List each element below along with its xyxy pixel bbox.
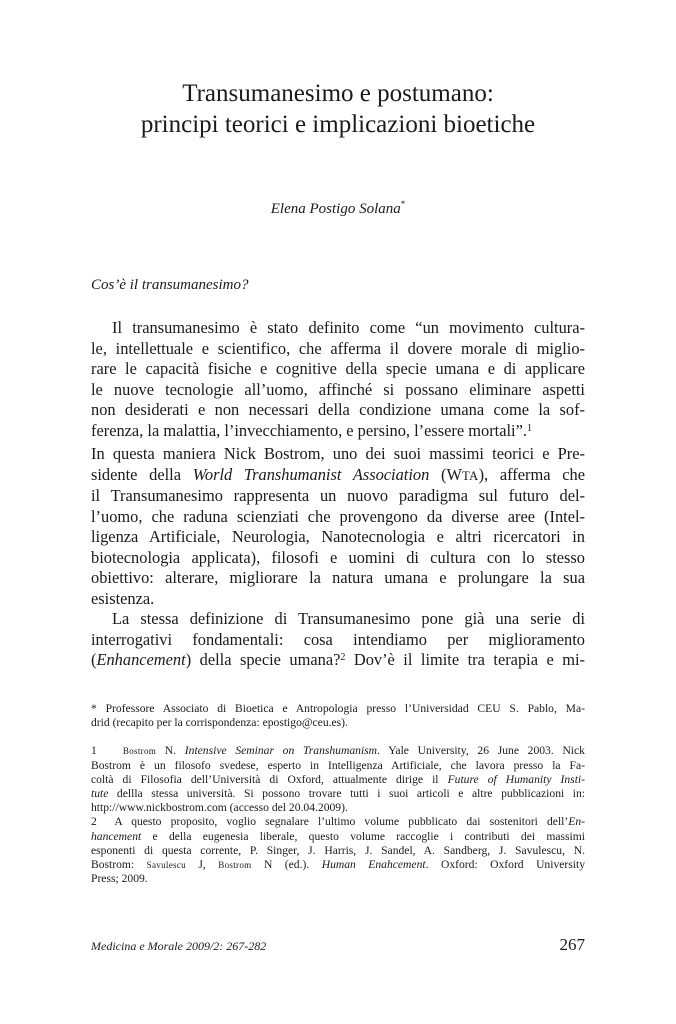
footnote-ref-1: 1	[526, 422, 532, 434]
section-heading: Cos’è il transumanesimo?	[91, 277, 249, 293]
footnote-line: Bostrom è un filosofo svedese, esperto in Intelligenza Artificiale, che lavora presso la Fa-	[91, 758, 585, 772]
footnote-line: * Professore Associato di Bioetica e Antropologia presso l’Universidad CEU S. Pablo, Ma-	[91, 702, 585, 715]
author-small-caps: Bostrom	[122, 746, 157, 757]
body-line: esistenza.	[91, 588, 155, 608]
journal-citation: Medicina e Morale 2009/2: 267-282	[91, 939, 267, 953]
body-text-run: sidente della	[91, 464, 193, 484]
author-affiliation-note	[91, 702, 585, 730]
body-line: le nuove tecnologie all’uomo, affinché si possano eliminare aspetti	[91, 379, 585, 399]
footnote-run: N (ed.).	[251, 858, 322, 872]
main-text	[91, 318, 585, 674]
acronym-small-caps: TA	[461, 468, 479, 483]
footnote-run: N.	[156, 744, 185, 758]
footnote-line	[91, 773, 585, 787]
book-title: Human Enahcement	[321, 858, 426, 872]
body-line: rare le capacità fisiche e cognitive della specie umana e di applicare	[91, 359, 585, 378]
body-line: In questa maniera Nick Bostrom, uno dei suoi massimi teorici e Pre-	[91, 444, 585, 463]
footnote-1	[91, 744, 585, 815]
title-line-2: principi teorici e implicazioni bioetiche	[140, 111, 536, 138]
body-line: obiettivo: alterare, migliorare la natura umana e prolungare la sua	[91, 568, 585, 587]
italic-term: Enhancement	[96, 650, 186, 669]
footnote-run: Bostrom:	[91, 858, 147, 872]
institute-name: Future of Humanity Insti-	[447, 772, 585, 786]
page-number: 267	[559, 935, 585, 954]
article-title	[0, 78, 676, 140]
body-line	[91, 465, 585, 487]
body-line: le, intellettuale e scientifico, che afferma il dovere morale di miglio-	[91, 338, 585, 358]
page-footer	[91, 935, 585, 955]
footnote-line: Press; 2009.	[91, 872, 148, 886]
body-line: biotecnologia applicata), filosofi e uomini di cultura con lo stesso	[91, 547, 585, 567]
footnote-run: A questo proposito, voglio segnalare l’ultimo volume pubblicato dai sostenitori dell’	[105, 815, 569, 829]
author-name: Elena Postigo Solana	[270, 201, 401, 217]
footnote-run: coltà di Filosofia dell’Università di Oxford, attualmente dirige il	[91, 772, 448, 786]
body-line	[91, 421, 585, 445]
author-small-caps: Savulescu	[146, 860, 186, 871]
body-text-run: Dov’è il limite tra terapia e mi-	[345, 650, 585, 669]
body-text-run: (	[91, 650, 97, 669]
author-footnote-mark: *	[400, 199, 406, 209]
footnote-run: J,	[185, 858, 219, 872]
footnote-line	[91, 858, 585, 872]
body-text-run: (W	[429, 464, 462, 484]
body-line: Il transumanesimo è stato definito come “un movimento cultura-	[112, 318, 585, 337]
body-text-run: ) della specie umana?	[185, 650, 341, 669]
author-line	[0, 199, 676, 218]
organization-name: World Transhumanist Association	[192, 464, 430, 484]
footnote-2	[91, 815, 585, 886]
footnote-line: http://www.nickbostrom.com (accesso del 20.04.2009).	[91, 801, 348, 815]
footnote-run: dellla stessa università. Si possono trovare tutti i suoi articoli e altre pubblicazioni in:	[108, 787, 585, 801]
footnote-ref-2: 2	[340, 652, 346, 663]
author-small-caps: Bostrom	[218, 860, 252, 871]
footnote-run: . Yale University, 26 June 2003. Nick	[377, 744, 585, 758]
body-line: ligenza Artificiale, Neurologia, Nanotecnologia e altri ricercatori in	[91, 527, 585, 546]
footnote-line	[91, 815, 585, 829]
footnote-run: . Oxford: Oxford University	[425, 858, 586, 872]
body-text-run: ), afferma che	[478, 464, 585, 484]
body-line: La stessa definizione di Transumanesimo pone già una serie di	[112, 609, 585, 628]
body-line: l’uomo, che raduna scienziati che provengono da diverse aree (Intel-	[91, 506, 585, 526]
footnote-number: 2	[91, 815, 97, 829]
institute-name: tute	[91, 787, 109, 801]
footnote-run: e della eugenesia liberale, questo volume raccoglie i contributi dei massimi	[141, 829, 585, 843]
title-line-1: Transumanesimo e postumano:	[182, 80, 494, 107]
book-title: Intensive Seminar on Transhumanism	[184, 744, 378, 758]
footnote-line	[91, 830, 585, 844]
footnotes	[91, 702, 585, 886]
footnote-line	[91, 787, 585, 801]
body-line: interrogativi fondamentali: cosa intendiamo per miglioramento	[91, 629, 585, 649]
body-line	[91, 650, 585, 674]
body-line: non desiderati e non necessari della condizione umana come la sof-	[91, 400, 585, 419]
italic-term: hancement	[91, 829, 142, 843]
footnote-line	[91, 744, 585, 758]
footnote-line: drid (recapito per la corrispondenza: epostigo@ceu.es).	[91, 716, 348, 730]
italic-term: En-	[568, 815, 585, 829]
body-line: il Transumanesimo rappresenta un nuovo paradigma sul futuro del-	[91, 486, 585, 505]
footnote-number: 1	[91, 744, 97, 758]
body-text-run: ferenza, la malattia, l’invecchiamento, e persino, l’essere mortali”.	[91, 420, 527, 440]
footnote-line: esponenti di questa corrente, P. Singer, J. Harris, J. Sandel, A. Sandberg, J. Savulescu, N.	[91, 843, 585, 857]
